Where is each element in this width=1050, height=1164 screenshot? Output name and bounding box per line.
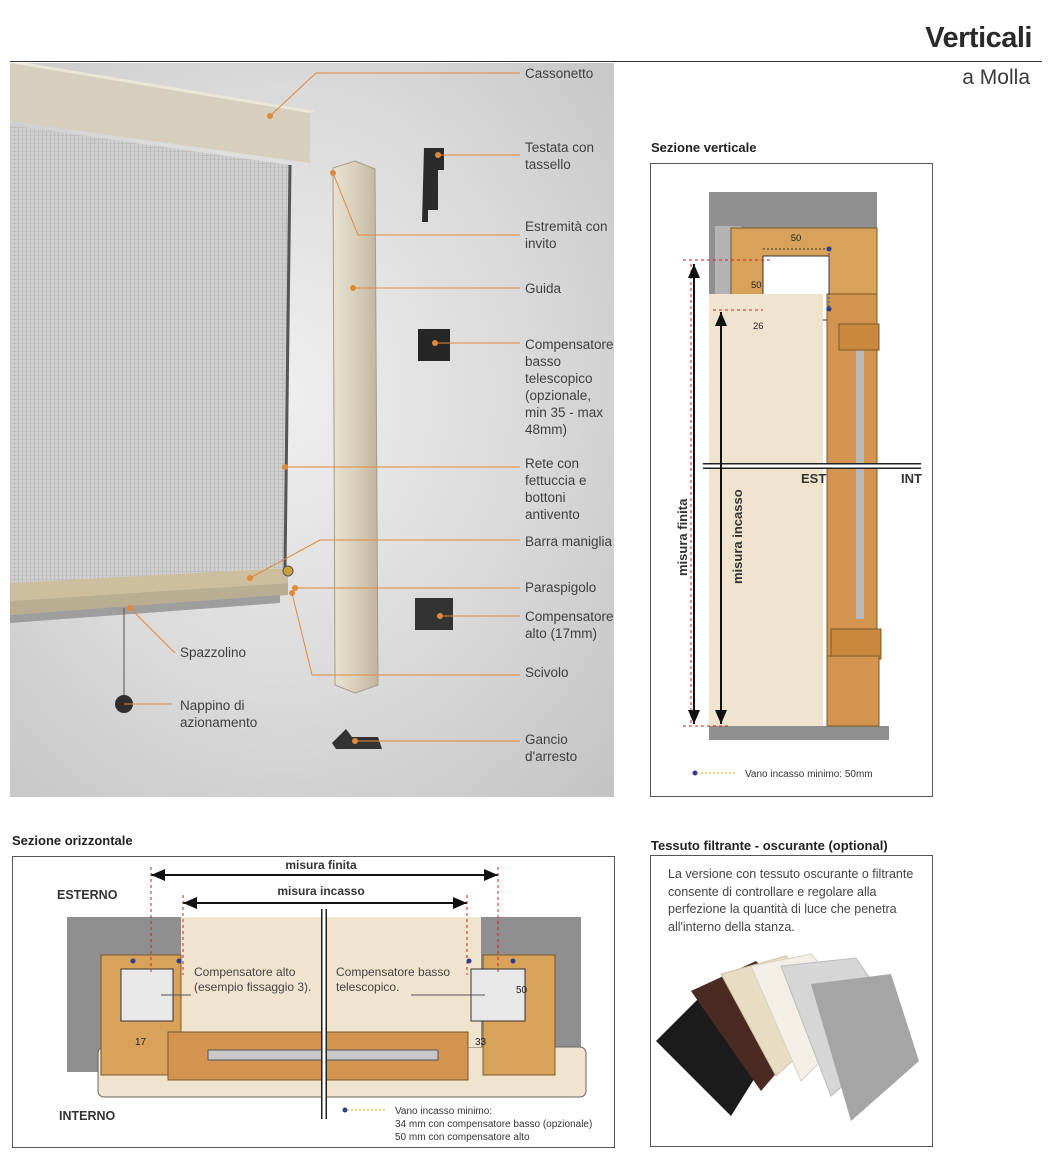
label-compensatore-alto: Compensatore alto (17mm) <box>525 609 614 641</box>
label-interno: INTERNO <box>59 1109 116 1123</box>
label-spazzolino: Spazzolino <box>180 645 247 660</box>
fabric-description: La versione con tessuto oscurante o filtrante consente di controllare e regolare alla perfezione la quantità di luce che penetra all'interno della stanza. <box>668 867 914 934</box>
label-comp-basso-2: telescopico. <box>336 980 400 994</box>
label-nappino: Nappino di azionamento <box>180 698 258 730</box>
label-gancio: Gancio d'arresto <box>525 732 578 764</box>
label-guida: Guida <box>525 281 562 296</box>
horizontal-section-title: Sezione orizzontale <box>12 833 133 848</box>
label-comp-basso-1: Compensatore basso <box>336 965 451 979</box>
label-testata: Testata con tassello <box>525 140 595 172</box>
wall-bottom <box>709 726 889 740</box>
label-comp-alto-1: Compensatore alto <box>194 965 296 979</box>
label-est: EST <box>801 471 827 486</box>
label-paraspigolo: Paraspigolo <box>525 580 597 595</box>
header-rule <box>10 61 1042 62</box>
label-cassonetto: Cassonetto <box>525 66 594 81</box>
label-compensatore-basso: Compensatore basso telescopico (opzionale, min 35 - max 48mm) <box>525 337 614 437</box>
page-title: Verticali <box>925 22 1032 54</box>
label-int: INT <box>901 471 922 486</box>
label-barra-maniglia: Barra maniglia <box>525 534 613 549</box>
vertical-section-box <box>650 163 933 797</box>
compensatore-alto-part <box>415 598 453 630</box>
page-subtitle: a Molla <box>962 66 1030 89</box>
vertical-section-title: Sezione verticale <box>651 140 757 155</box>
dim-50-side: 50 <box>751 280 762 291</box>
dim-50-top: 50 <box>790 233 802 244</box>
label-comp-alto-2: (esempio fissaggio 3). <box>194 980 312 994</box>
testata-part <box>422 148 444 222</box>
mesh-net <box>10 125 290 583</box>
label-estremita: Estremità con invito <box>525 219 608 251</box>
label-rete: Rete con fettuccia e bottoni antivento <box>525 456 587 522</box>
fabric-title: Tessuto filtrante - oscurante (optional) <box>651 838 888 853</box>
dim-17: 17 <box>135 1037 147 1048</box>
label-scivolo: Scivolo <box>525 665 569 680</box>
horizontal-section-box <box>12 856 615 1148</box>
horizontal-legend-3: 50 mm con compensatore alto <box>395 1132 530 1143</box>
vertical-legend: Vano incasso minimo: 50mm <box>745 769 873 780</box>
horizontal-legend-2: 34 mm con compensatore basso (opzionale) <box>395 1119 593 1130</box>
dim-33: 33 <box>475 1037 487 1048</box>
vertical-section-diagram <box>651 164 932 796</box>
guide-rail <box>333 161 378 693</box>
label-misura-incasso-h: misura incasso <box>277 884 365 898</box>
dim-26: 26 <box>753 321 764 332</box>
horizontal-legend-1: Vano incasso minimo: <box>395 1106 493 1117</box>
horizontal-section-diagram <box>13 857 614 1147</box>
plaster <box>709 294 823 726</box>
label-misura-finita-h: misura finita <box>285 858 357 872</box>
label-misura-incasso-v: misura incasso <box>730 489 745 584</box>
label-misura-finita-v: misura finita <box>675 498 690 576</box>
product-photo <box>10 63 614 797</box>
label-esterno: ESTERNO <box>57 888 118 902</box>
dim-50-h: 50 <box>516 985 528 996</box>
product-illustration <box>10 63 614 797</box>
